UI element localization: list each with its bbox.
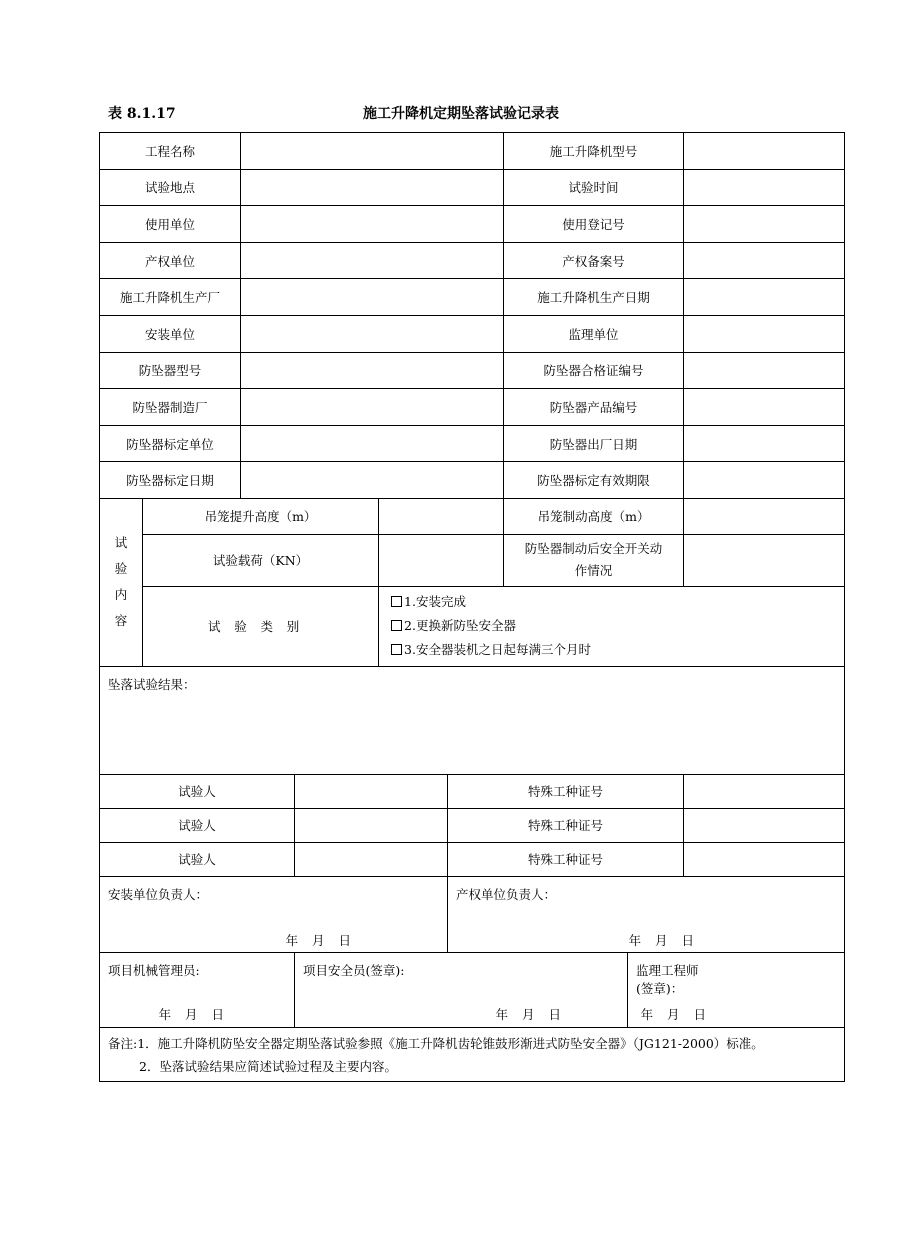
test-load-label: 试验载荷（KN） — [143, 534, 379, 586]
info-label: 试验时间 — [504, 169, 684, 206]
tester-label: 试验人 — [100, 842, 295, 876]
info-value[interactable] — [241, 425, 504, 462]
supervisor-label: 监理工程师(签章)： — [636, 962, 699, 996]
info-label: 防坠器标定单位 — [100, 425, 241, 462]
form-title: 施工升降机定期坠落试验记录表 — [363, 106, 559, 122]
equipment-manager-date: 年 月 日 — [158, 1006, 225, 1022]
checkbox-icon[interactable] — [391, 644, 402, 655]
info-value[interactable] — [684, 389, 845, 426]
owner-signature[interactable] — [448, 876, 845, 952]
remark-2: 2．坠落试验结果应简述试验过程及主要内容。 — [139, 1058, 397, 1074]
info-label: 产权单位 — [100, 242, 241, 279]
option-label: 1.安装完成 — [404, 594, 466, 610]
equipment-manager-signature[interactable] — [100, 952, 295, 1027]
info-value[interactable] — [684, 462, 845, 499]
test-content-group-label — [100, 498, 143, 666]
group-label-char: 容 — [114, 613, 128, 629]
info-row — [100, 133, 845, 170]
tester-name[interactable] — [295, 842, 448, 876]
info-label: 防坠器产品编号 — [504, 389, 684, 426]
result-section — [100, 666, 845, 774]
safety-switch-value[interactable] — [684, 534, 845, 586]
info-label: 使用登记号 — [504, 206, 684, 243]
group-label-char: 试 — [114, 535, 128, 551]
tester-label: 试验人 — [100, 808, 295, 842]
group-label-char: 验 — [114, 561, 128, 577]
info-label: 防坠器型号 — [100, 352, 241, 389]
equipment-manager-label: 项目机械管理员: — [108, 962, 200, 978]
checkbox-icon[interactable] — [391, 620, 402, 631]
remark-1: 备注:1．施工升降机防坠安全器定期坠落试验参照《施工升降机齿轮锥鼓形渐进式防坠安全器》（JG121-2000）标准。 — [108, 1035, 764, 1051]
info-row — [100, 315, 845, 352]
owner-signature-date: 年 月 日 — [628, 932, 695, 948]
info-label: 防坠器标定日期 — [100, 462, 241, 499]
info-section — [100, 133, 845, 499]
tester-row — [100, 774, 845, 808]
info-value[interactable] — [241, 169, 504, 206]
info-value[interactable] — [684, 315, 845, 352]
info-row — [100, 352, 845, 389]
info-value[interactable] — [241, 242, 504, 279]
info-label: 产权备案号 — [504, 242, 684, 279]
notes-section — [100, 1027, 845, 1081]
test-category-option-3[interactable] — [383, 638, 840, 662]
cert-number[interactable] — [684, 808, 845, 842]
info-label: 防坠器出厂日期 — [504, 425, 684, 462]
test-category-label: 试验类别 — [143, 586, 379, 666]
info-value[interactable] — [684, 352, 845, 389]
drop-test-result[interactable] — [100, 666, 845, 774]
safety-switch-label — [504, 534, 684, 586]
checkbox-icon[interactable] — [391, 596, 402, 607]
info-label: 监理单位 — [504, 315, 684, 352]
signature-section — [100, 876, 845, 1027]
info-value[interactable] — [684, 133, 845, 170]
info-value[interactable] — [241, 315, 504, 352]
info-label: 防坠器合格证编号 — [504, 352, 684, 389]
drop-test-result-label: 坠落试验结果： — [108, 676, 196, 692]
option-label: 3.安全器装机之日起每满三个月时 — [404, 642, 591, 658]
test-category-option-2[interactable] — [383, 614, 840, 638]
safety-officer-label: 项目安全员(签章): — [303, 962, 405, 978]
installer-signature-date: 年 月 日 — [285, 932, 352, 948]
info-label: 试验地点 — [100, 169, 241, 206]
tester-row — [100, 808, 845, 842]
group-label-char: 内 — [114, 587, 128, 603]
record-table — [99, 132, 845, 1082]
info-row — [100, 389, 845, 426]
info-label: 施工升降机生产厂 — [100, 279, 241, 316]
supervisor-signature[interactable] — [628, 952, 845, 1027]
info-label: 防坠器制造厂 — [100, 389, 241, 426]
info-value[interactable] — [684, 206, 845, 243]
info-row — [100, 169, 845, 206]
cert-number[interactable] — [684, 842, 845, 876]
info-value[interactable] — [241, 206, 504, 243]
option-label: 2.更换新防坠安全器 — [404, 618, 516, 634]
info-value[interactable] — [684, 425, 845, 462]
test-load-value[interactable] — [379, 534, 504, 586]
cert-label: 特殊工种证号 — [448, 774, 684, 808]
info-value[interactable] — [684, 169, 845, 206]
info-value[interactable] — [684, 279, 845, 316]
info-label: 安装单位 — [100, 315, 241, 352]
info-value[interactable] — [241, 352, 504, 389]
safety-switch-label-line1: 防坠器制动后安全开关动 — [524, 541, 663, 557]
info-value[interactable] — [241, 279, 504, 316]
safety-officer-signature[interactable] — [295, 952, 628, 1027]
info-label: 施工升降机生产日期 — [504, 279, 684, 316]
cert-label: 特殊工种证号 — [448, 808, 684, 842]
installer-signature[interactable] — [100, 876, 448, 952]
tester-label: 试验人 — [100, 774, 295, 808]
safety-switch-label-line2: 作情况 — [574, 563, 613, 579]
lift-height-label: 吊笼提升高度（m） — [143, 498, 379, 534]
test-category-option-1[interactable] — [383, 590, 840, 614]
remarks — [100, 1027, 845, 1081]
info-label: 使用单位 — [100, 206, 241, 243]
lift-height-value[interactable] — [379, 498, 504, 534]
info-label: 工程名称 — [100, 133, 241, 170]
test-content-section — [100, 498, 845, 666]
record-form — [99, 132, 844, 1082]
table-number: 表 8.1.17 — [108, 106, 176, 122]
cert-label: 特殊工种证号 — [448, 842, 684, 876]
test-category-options — [379, 586, 845, 666]
info-label: 施工升降机型号 — [504, 133, 684, 170]
brake-height-label: 吊笼制动高度（m） — [504, 498, 684, 534]
info-row — [100, 279, 845, 316]
tester-name[interactable] — [295, 808, 448, 842]
safety-officer-date: 年 月 日 — [495, 1006, 562, 1022]
info-row — [100, 425, 845, 462]
info-row — [100, 462, 845, 499]
info-value[interactable] — [241, 133, 504, 170]
info-value[interactable] — [241, 389, 504, 426]
installer-signature-label: 安装单位负责人： — [108, 886, 209, 902]
info-row — [100, 206, 845, 243]
info-value[interactable] — [241, 462, 504, 499]
owner-signature-label: 产权单位负责人： — [456, 886, 557, 902]
tester-row — [100, 842, 845, 876]
cert-number[interactable] — [684, 774, 845, 808]
brake-height-value[interactable] — [684, 498, 845, 534]
info-value[interactable] — [684, 242, 845, 279]
tester-name[interactable] — [295, 774, 448, 808]
info-row — [100, 242, 845, 279]
info-label: 防坠器标定有效期限 — [504, 462, 684, 499]
supervisor-date: 年 月 日 — [640, 1006, 707, 1022]
tester-section — [100, 774, 845, 876]
